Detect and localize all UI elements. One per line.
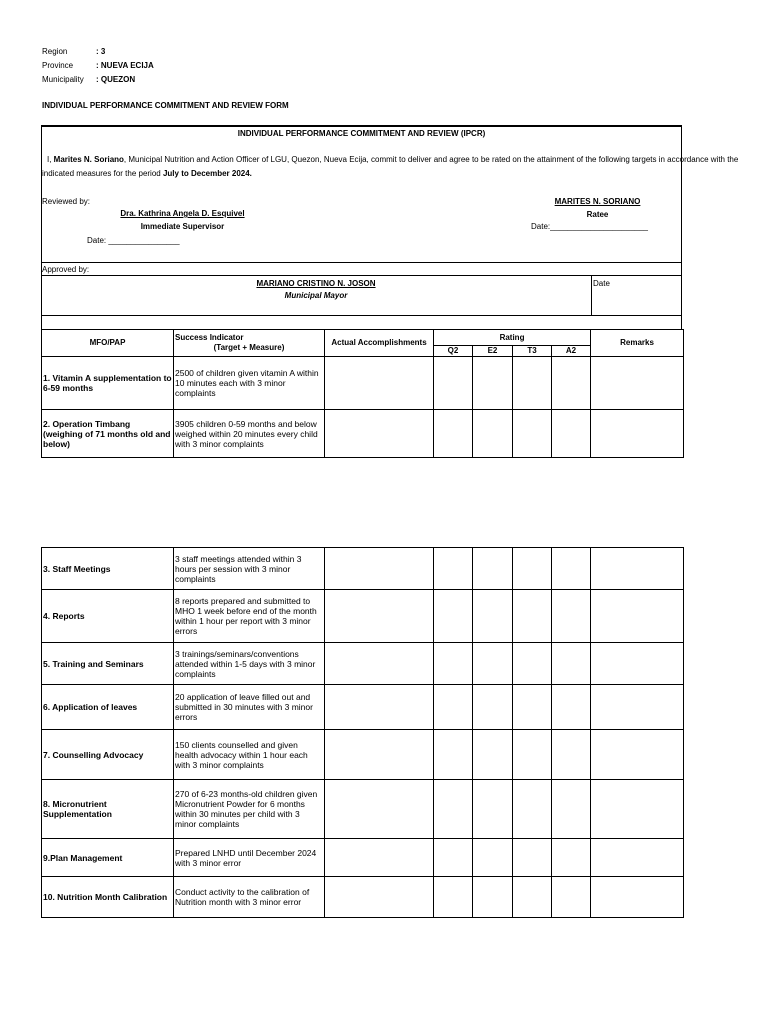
indicator-cell: 150 clients counselled and given health advocacy within 1 hour each with 3 minor complaints bbox=[174, 730, 325, 780]
t3-cell bbox=[513, 780, 552, 839]
a2-cell bbox=[552, 839, 591, 877]
divider bbox=[591, 275, 592, 316]
municipality-label: Municipality bbox=[42, 75, 84, 84]
e2-cell bbox=[473, 643, 513, 685]
t3-cell bbox=[513, 839, 552, 877]
municipality-value: : QUEZON bbox=[96, 75, 136, 84]
actual-cell bbox=[325, 877, 434, 918]
e2-cell bbox=[473, 590, 513, 643]
table-row bbox=[42, 730, 684, 780]
actual-cell bbox=[325, 730, 434, 780]
q2-cell bbox=[434, 839, 473, 877]
table-row bbox=[42, 548, 684, 590]
table-row bbox=[42, 357, 684, 410]
table-row bbox=[42, 877, 684, 918]
actual-cell bbox=[325, 357, 434, 410]
ratee-name: MARITES N. SORIANO bbox=[554, 197, 641, 206]
a2-cell bbox=[552, 357, 591, 410]
actual-cell bbox=[325, 643, 434, 685]
mfo-cell: 4. Reports bbox=[42, 590, 174, 643]
a2-cell bbox=[552, 643, 591, 685]
q2-cell bbox=[434, 410, 473, 458]
mfo-cell: 2. Operation Timbang (weighing of 71 months old and below) bbox=[42, 410, 174, 458]
ratee-title: Ratee bbox=[586, 210, 609, 219]
remarks-cell bbox=[591, 357, 684, 410]
a2-cell bbox=[552, 590, 591, 643]
col-a2-header: A2 bbox=[552, 346, 591, 357]
q2-cell bbox=[434, 643, 473, 685]
supervisor-date: Date: ________________ bbox=[87, 236, 180, 245]
mfo-cell: 3. Staff Meetings bbox=[42, 548, 174, 590]
indicator-cell: Conduct activity to the calibration of Nutrition month with 3 minor error bbox=[174, 877, 325, 918]
indicator-cell: 3905 children 0-59 months and below weighed within 20 minutes every child with 3 minor complaints bbox=[174, 410, 325, 458]
a2-cell bbox=[552, 410, 591, 458]
remarks-cell bbox=[591, 548, 684, 590]
indicator-cell: 3 trainings/seminars/conventions attended within 1-5 days with 3 minor complaints bbox=[174, 643, 325, 685]
approved-by-label: Approved by: bbox=[42, 265, 90, 274]
t3-cell bbox=[513, 410, 552, 458]
province-value: : NUEVA ECIJA bbox=[96, 61, 154, 70]
ipcr-title: INDIVIDUAL PERFORMANCE COMMITMENT AND REVIEW (IPCR) bbox=[237, 129, 486, 138]
actual-cell bbox=[325, 780, 434, 839]
t3-cell bbox=[513, 730, 552, 780]
a2-cell bbox=[552, 730, 591, 780]
divider bbox=[41, 315, 682, 316]
region-label: Region bbox=[42, 47, 68, 56]
t3-cell bbox=[513, 590, 552, 643]
remarks-cell bbox=[591, 685, 684, 730]
commitment-statement-line2: indicated measures for the period July to December 2024. bbox=[42, 169, 252, 178]
col-e2-header: E2 bbox=[473, 346, 513, 357]
remarks-cell bbox=[591, 410, 684, 458]
e2-cell bbox=[473, 730, 513, 780]
col-q2-header: Q2 bbox=[434, 346, 473, 357]
e2-cell bbox=[473, 357, 513, 410]
q2-cell bbox=[434, 357, 473, 410]
q2-cell bbox=[434, 730, 473, 780]
table-row bbox=[42, 839, 684, 877]
e2-cell bbox=[473, 410, 513, 458]
mfo-cell: 6. Application of leaves bbox=[42, 685, 174, 730]
mfo-cell: 1. Vitamin A supplementation to 6-59 months bbox=[42, 357, 174, 410]
ipcr-table-continued bbox=[41, 547, 684, 918]
table-row bbox=[42, 643, 684, 685]
actual-cell bbox=[325, 685, 434, 730]
ratee-date: Date:______________________ bbox=[531, 222, 649, 231]
a2-cell bbox=[552, 877, 591, 918]
ipcr-table bbox=[41, 329, 684, 458]
col-rating-header: Rating bbox=[434, 330, 591, 346]
indicator-cell: 3 staff meetings attended within 3 hours per session with 3 minor complaints bbox=[174, 548, 325, 590]
col-remarks-header: Remarks bbox=[591, 330, 684, 357]
a2-cell bbox=[552, 780, 591, 839]
table-row bbox=[42, 410, 684, 458]
table-row bbox=[42, 780, 684, 839]
col-actual-header: Actual Accomplishments bbox=[325, 330, 434, 357]
remarks-cell bbox=[591, 590, 684, 643]
table-row bbox=[42, 685, 684, 730]
a2-cell bbox=[552, 685, 591, 730]
e2-cell bbox=[473, 548, 513, 590]
divider bbox=[41, 275, 682, 276]
e2-cell bbox=[473, 877, 513, 918]
q2-cell bbox=[434, 877, 473, 918]
indicator-cell: 8 reports prepared and submitted to MHO 1 week before end of the month within 1 hour per report with 3 minor errors bbox=[174, 590, 325, 643]
t3-cell bbox=[513, 643, 552, 685]
e2-cell bbox=[473, 839, 513, 877]
mayor-name: MARIANO CRISTINO N. JOSON bbox=[256, 279, 376, 288]
region-value: : 3 bbox=[96, 47, 106, 56]
mfo-cell: 7. Counselling Advocacy bbox=[42, 730, 174, 780]
remarks-cell bbox=[591, 730, 684, 780]
actual-cell bbox=[325, 839, 434, 877]
t3-cell bbox=[513, 357, 552, 410]
col-indicator-header: Success Indicator (Target + Measure) bbox=[174, 330, 325, 357]
remarks-cell bbox=[591, 643, 684, 685]
remarks-cell bbox=[591, 877, 684, 918]
mfo-cell: 8. Micronutrient Supplementation bbox=[42, 780, 174, 839]
commitment-statement: I, Marites N. Soriano, Municipal Nutrition and Action Officer of LGU, Quezon, Nueva Ecija, commit to deliver and agree to be rated on the attainment of the following targets in accordance with the bbox=[47, 155, 739, 164]
table-row bbox=[42, 590, 684, 643]
divider bbox=[41, 262, 682, 263]
actual-cell bbox=[325, 410, 434, 458]
indicator-cell: 270 of 6-23 months-old children given Micronutrient Powder for 6 months within 30 minutes per child with 3 minor complaints bbox=[174, 780, 325, 839]
t3-cell bbox=[513, 548, 552, 590]
reviewed-by-label: Reviewed by: bbox=[42, 197, 91, 206]
actual-cell bbox=[325, 590, 434, 643]
remarks-cell bbox=[591, 839, 684, 877]
province-label: Province bbox=[42, 61, 74, 70]
e2-cell bbox=[473, 780, 513, 839]
mfo-cell: 5. Training and Seminars bbox=[42, 643, 174, 685]
q2-cell bbox=[434, 780, 473, 839]
q2-cell bbox=[434, 548, 473, 590]
q2-cell bbox=[434, 590, 473, 643]
a2-cell bbox=[552, 548, 591, 590]
actual-cell bbox=[325, 548, 434, 590]
mayor-title: Municipal Mayor bbox=[284, 291, 348, 300]
t3-cell bbox=[513, 685, 552, 730]
approval-date-label: Date bbox=[593, 279, 610, 288]
supervisor-title: Immediate Supervisor bbox=[140, 222, 225, 231]
t3-cell bbox=[513, 877, 552, 918]
col-t3-header: T3 bbox=[513, 346, 552, 357]
mfo-cell: 9.Plan Management bbox=[42, 839, 174, 877]
remarks-cell bbox=[591, 780, 684, 839]
indicator-cell: Prepared LNHD until December 2024 with 3 minor error bbox=[174, 839, 325, 877]
form-title: INDIVIDUAL PERFORMANCE COMMITMENT AND REVIEW FORM bbox=[42, 101, 289, 110]
mfo-cell: 10. Nutrition Month Calibration bbox=[42, 877, 174, 918]
supervisor-name: Dra. Kathrina Angela D. Esquivel bbox=[120, 209, 245, 218]
q2-cell bbox=[434, 685, 473, 730]
col-mfo-header: MFO/PAP bbox=[42, 330, 174, 357]
indicator-cell: 20 application of leave filled out and submitted in 30 minutes with 3 minor errors bbox=[174, 685, 325, 730]
e2-cell bbox=[473, 685, 513, 730]
indicator-cell: 2500 of children given vitamin A within 10 minutes each with 3 minor complaints bbox=[174, 357, 325, 410]
